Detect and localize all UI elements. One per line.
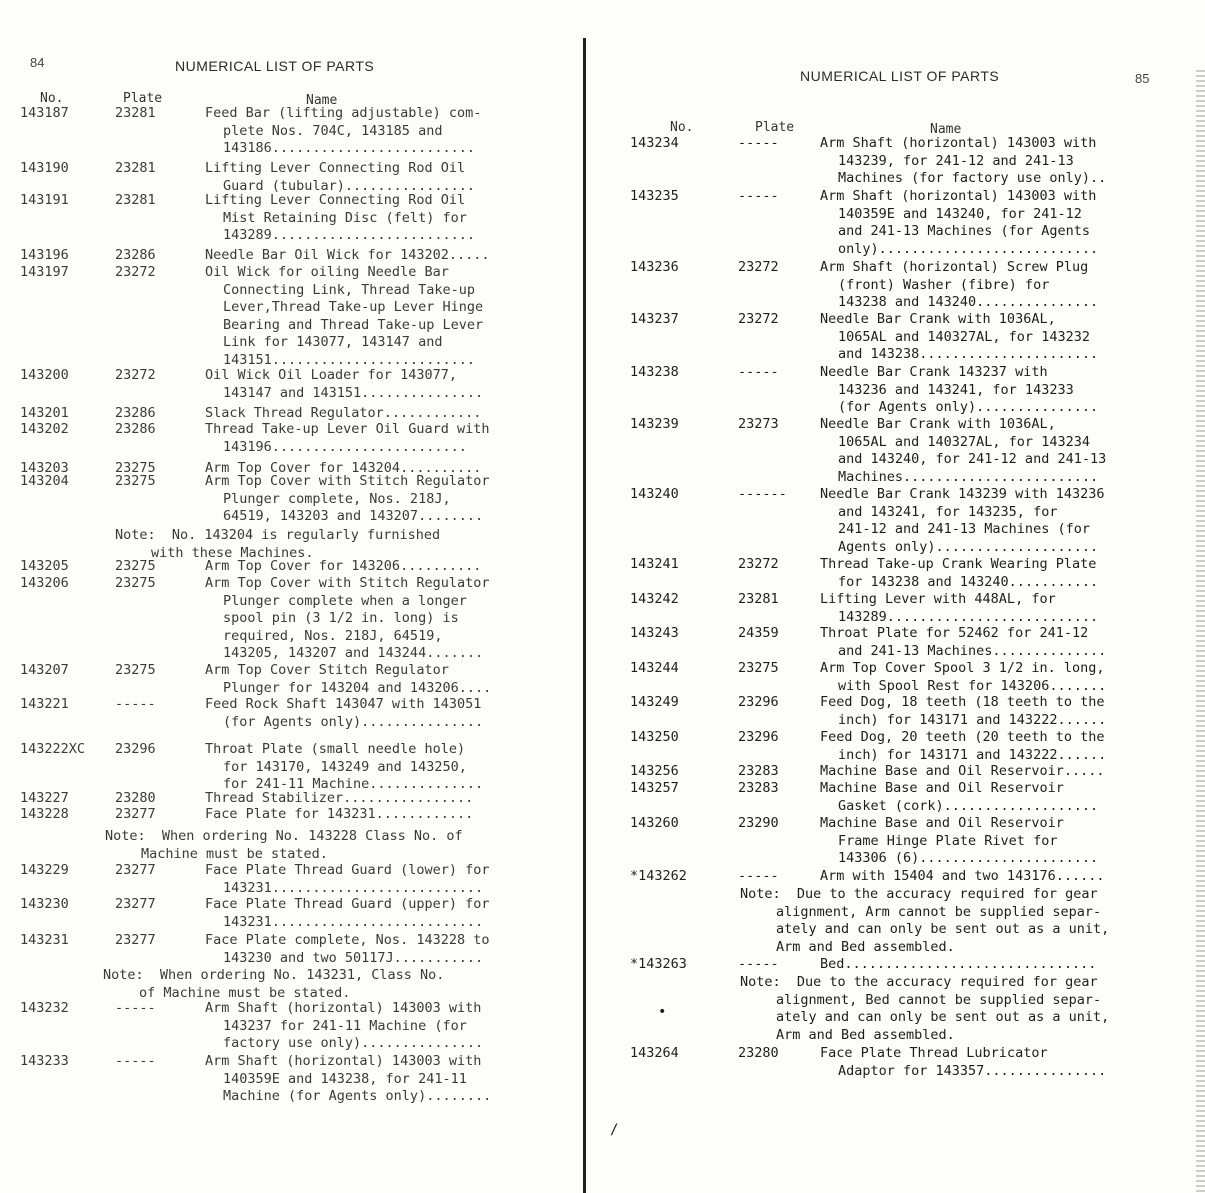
description-line: and 143241, for 143235, for — [838, 503, 1058, 520]
part-number: 143202 — [20, 421, 69, 437]
plate-number: 23275 — [115, 473, 156, 489]
note-line: Arm and Bed assembled. — [776, 938, 955, 955]
description-line: Feed Rock Shaft 143047 with 143051 — [205, 696, 482, 712]
description-line: (front) Washer (fibre) for — [838, 276, 1050, 293]
part-description — [205, 575, 545, 663]
description-line: and 241-13 Machines (for Agents — [838, 223, 1090, 239]
description-line: Machines (for factory use only).. — [838, 170, 1107, 186]
plate-number: 23283 — [738, 763, 779, 779]
part-number: 143221 — [20, 696, 69, 712]
description-line: Face Plate Thread Guard (lower) for — [205, 862, 490, 878]
page-gutter-divider — [583, 38, 586, 1193]
description-line: 143236 and 143241, for 143233 — [838, 381, 1074, 398]
part-description — [820, 259, 1160, 312]
description-line: Arm Shaft (horizontal) 143003 with — [820, 188, 1097, 204]
plate-number: 23277 — [115, 932, 156, 948]
note-line: with these Machines. — [151, 544, 314, 561]
plate-number: 23275 — [115, 558, 156, 574]
plate-number: ------ — [738, 486, 787, 502]
part-number: 143264 — [630, 1045, 679, 1061]
description-line: Face Plate complete, Nos. 143228 to — [205, 932, 490, 948]
description-line: inch) for 143171 and 143222...... — [838, 746, 1107, 763]
description-line: Arm Top Cover for 143206.......... — [205, 558, 482, 574]
plate-number: 23286 — [115, 421, 156, 437]
description-line: for 241-11 Machine.............. — [223, 776, 484, 792]
part-number: 143238 — [630, 364, 679, 380]
plate-number: 23296 — [115, 741, 156, 757]
description-line: 1065AL and 140327AL, for 143232 — [838, 328, 1090, 345]
description-line: 143238 and 143240............... — [838, 294, 1099, 310]
description-line: Machine Base and Oil Reservoir..... — [820, 763, 1105, 779]
plate-number: 24359 — [738, 625, 779, 641]
plate-number: 23272 — [115, 264, 156, 280]
plate-number: 23275 — [115, 460, 156, 476]
description-line: Plunger complete, Nos. 218J, — [223, 490, 451, 507]
plate-number: ----- — [738, 135, 779, 151]
description-line: Machine (for Agents only)........ — [223, 1088, 492, 1104]
part-number: 143237 — [630, 311, 679, 327]
description-line: and 143240, for 241-12 and 241-13 — [838, 451, 1107, 467]
plate-number: 23296 — [738, 694, 779, 710]
part-description — [820, 486, 1160, 556]
description-line: Arm Shaft (horizontal) Screw Plug — [820, 259, 1089, 275]
part-description — [205, 405, 545, 423]
part-number: 143239 — [630, 416, 679, 432]
plate-number: 23277 — [115, 862, 156, 878]
plate-number: 23272 — [738, 259, 779, 275]
description-line: Face Plate for 143231............ — [205, 806, 474, 822]
part-number: 143196 — [20, 247, 69, 263]
description-line: Oil Wick Oil Loader for 143077, — [205, 367, 457, 383]
description-line: 140359E and 143238, for 241-11 — [223, 1070, 467, 1087]
column-header-plate: Plate — [123, 91, 163, 106]
description-line: spool pin (3 1/2 in. long) is — [223, 610, 459, 626]
description-line: Thread Take-up Lever Oil Guard with — [205, 421, 490, 437]
plate-number: ----- — [115, 696, 156, 712]
part-number: 143241 — [630, 556, 679, 572]
description-line: 143306 (6)...................... — [838, 850, 1099, 866]
plate-number: 23275 — [115, 575, 156, 591]
part-description — [820, 625, 1160, 660]
note — [115, 527, 440, 562]
plate-number: 23280 — [738, 1045, 779, 1061]
description-line: Arm Top Cover for 143204.......... — [205, 460, 482, 476]
part-number: 143232 — [20, 1000, 69, 1016]
note-line: ately and can only be sent out as a unit, — [776, 921, 1110, 937]
plate-number: 23275 — [738, 660, 779, 676]
description-line: 143147 and 143151............... — [223, 384, 484, 401]
description-line: Face Plate Thread Lubricator — [820, 1045, 1048, 1061]
part-number: 143200 — [20, 367, 69, 383]
part-description — [205, 696, 545, 731]
part-number: 143233 — [20, 1053, 69, 1069]
description-line: (for Agents only)............... — [223, 713, 484, 730]
part-description — [205, 192, 545, 245]
note-line: Note: When ordering No. 143231, Class No. — [103, 967, 445, 983]
part-description — [205, 1000, 545, 1053]
description-line: 1065AL and 140327AL, for 143234 — [838, 433, 1090, 450]
plate-number: ----- — [738, 364, 779, 380]
plate-number: ----- — [738, 868, 779, 884]
part-description — [820, 780, 1160, 815]
part-description — [820, 956, 1160, 974]
part-description — [205, 367, 545, 402]
description-line: Frame Hinge Plate Rivet for — [838, 832, 1058, 849]
part-number: 143242 — [630, 591, 679, 607]
description-line: Arm Top Cover with Stitch Regulator — [205, 473, 490, 489]
description-line: Needle Bar Crank 143239 with 143236 — [820, 486, 1105, 502]
description-line: plete Nos. 704C, 143185 and — [223, 122, 443, 139]
note-line: Arm and Bed assembled. — [776, 1026, 955, 1043]
description-line: Lifting Lever Connecting Rod Oil — [205, 160, 466, 176]
description-line: 143231.......................... — [223, 913, 484, 930]
plate-number: 23281 — [738, 591, 779, 607]
stray-mark: • — [658, 1004, 667, 1020]
part-number: 143240 — [630, 486, 679, 502]
note-line: alignment, Bed cannot be supplied separ- — [776, 991, 1102, 1008]
part-description — [820, 1045, 1160, 1080]
plate-number: 23272 — [115, 367, 156, 383]
part-number: *143263 — [630, 956, 687, 972]
description-line: 143186......................... — [223, 140, 475, 156]
description-line: Arm Top Cover Stitch Regulator — [205, 662, 449, 678]
part-number: 143207 — [20, 662, 69, 678]
plate-number: 23283 — [738, 780, 779, 796]
part-number: 143187 — [20, 105, 69, 121]
part-number: 143257 — [630, 780, 679, 796]
description-line: 143237 for 241-11 Machine (for — [223, 1017, 467, 1034]
page-edge — [1196, 70, 1205, 1193]
part-description — [205, 896, 545, 931]
part-description — [820, 694, 1160, 729]
note — [740, 974, 1109, 1044]
description-line: Arm Top Cover Spool 3 1/2 in. long, — [820, 660, 1105, 676]
part-description — [205, 741, 545, 794]
description-line: factory use only)............... — [223, 1035, 484, 1051]
plate-number: ----- — [115, 1000, 156, 1016]
part-number: 143222XC — [20, 741, 86, 757]
column-header-plate: Plate — [755, 120, 795, 135]
description-line: 143205, 143207 and 143244....... — [223, 645, 484, 661]
description-line: Lifting Lever Connecting Rod Oil — [205, 192, 466, 208]
description-line: and 143238...................... — [838, 346, 1099, 362]
description-line: Face Plate Thread Guard (upper) for — [205, 896, 490, 912]
plate-number: 23281 — [115, 160, 156, 176]
description-line: Machine Base and Oil Reservoir — [820, 815, 1064, 831]
description-line: 64519, 143203 and 143207........ — [223, 508, 484, 524]
description-line: Arm Shaft (horizontal) 143003 with — [205, 1000, 482, 1016]
note-line: Note: When ordering No. 143228 Class No. of — [105, 828, 463, 844]
description-line: Lifting Lever with 448AL, for — [820, 591, 1056, 607]
description-line: Needle Bar Oil Wick for 143202..... — [205, 247, 490, 263]
part-description — [205, 662, 545, 697]
description-line: 143230 and two 50117J........... — [223, 949, 484, 966]
description-line: Machines........................ — [838, 468, 1099, 485]
description-line: Link for 143077, 143147 and — [223, 334, 443, 350]
plate-number: 23275 — [115, 662, 156, 678]
description-line: Arm Top Cover with Stitch Regulator — [205, 575, 490, 591]
part-number: 143191 — [20, 192, 69, 208]
note-line: Note: Due to the accuracy required for gear — [740, 886, 1098, 902]
description-line: Needle Bar Crank with 1036AL, — [820, 416, 1056, 432]
plate-number: ----- — [738, 956, 779, 972]
description-line: Agents only).................... — [838, 538, 1099, 555]
column-header-name: Name — [930, 122, 962, 137]
part-number: 143234 — [630, 135, 679, 151]
plate-number: 23272 — [738, 311, 779, 327]
note — [740, 886, 1109, 956]
description-line: Guard (tubular)................ — [223, 177, 475, 194]
description-line: Bed............................... — [820, 956, 1097, 972]
part-number: 143236 — [630, 259, 679, 275]
part-description — [205, 473, 545, 526]
part-number: 143231 — [20, 932, 69, 948]
description-line: Slack Thread Regulator............ — [205, 405, 482, 421]
description-line: 143151......................... — [223, 351, 475, 368]
plate-number: 23281 — [115, 192, 156, 208]
part-number: 143203 — [20, 460, 69, 476]
part-description — [205, 247, 545, 265]
part-description — [205, 1053, 545, 1106]
plate-number: 23286 — [115, 247, 156, 263]
running-head: NUMERICAL LIST OF PARTS — [800, 68, 1000, 84]
right-page — [590, 0, 1170, 1193]
description-line: 241-12 and 241-13 Machines (for — [838, 521, 1090, 537]
description-line: for 143238 and 143240........... — [838, 573, 1099, 590]
part-description — [205, 862, 545, 897]
part-description — [820, 660, 1160, 695]
description-line: Plunger complete when a longer — [223, 592, 467, 609]
description-line: 143289......................... — [223, 227, 475, 243]
description-line: Oil Wick for oiling Needle Bar — [205, 264, 449, 280]
part-description — [820, 311, 1160, 364]
description-line: 143289.......................... — [838, 608, 1099, 625]
plate-number: 23290 — [738, 815, 779, 831]
part-number: 143244 — [630, 660, 679, 676]
part-number: 143201 — [20, 405, 69, 421]
part-description — [205, 806, 545, 824]
description-line: only)........................... — [838, 240, 1099, 257]
part-number: 143190 — [20, 160, 69, 176]
part-number: 143250 — [630, 729, 679, 745]
column-header-no: No. — [40, 91, 64, 106]
part-description — [820, 868, 1160, 886]
note-line: Machine must be stated. — [141, 845, 328, 862]
note-line: Note: No. 143204 is regularly furnished — [115, 527, 441, 543]
page-number: 84 — [30, 55, 45, 70]
description-line: Throat Plate (small needle hole) — [205, 741, 466, 757]
part-description — [820, 815, 1160, 868]
description-line: Throat Plate for 52462 for 241-12 — [820, 625, 1089, 641]
part-number: 143206 — [20, 575, 69, 591]
description-line: Needle Bar Crank with 1036AL, — [820, 311, 1056, 327]
stray-mark: / — [610, 1122, 619, 1138]
part-number: *143262 — [630, 868, 687, 884]
description-line: with Spool Rest for 143206....... — [838, 677, 1107, 694]
part-number: 143228 — [20, 806, 69, 822]
column-header-no: No. — [670, 120, 694, 135]
part-description — [205, 790, 545, 808]
part-number: 143243 — [630, 625, 679, 641]
note-line: Note: Due to the accuracy required for gear — [740, 974, 1098, 990]
part-number: 143260 — [630, 815, 679, 831]
description-line: Arm Shaft (horizontal) 143003 with — [820, 135, 1097, 151]
part-number: 143227 — [20, 790, 69, 806]
part-description — [205, 160, 545, 195]
description-line: 140359E and 143240, for 241-12 — [838, 205, 1082, 222]
description-line: Adaptor for 143357............... — [838, 1062, 1107, 1079]
description-line: Feed Dog, 18 teeth (18 teeth to the — [820, 694, 1105, 710]
page-number: 85 — [1135, 71, 1150, 86]
left-page — [0, 0, 560, 1193]
part-number: 143229 — [20, 862, 69, 878]
part-number: 143205 — [20, 558, 69, 574]
description-line: for 143170, 143249 and 143250, — [223, 758, 467, 775]
part-description — [820, 416, 1160, 486]
description-line: Feed Bar (lifting adjustable) com- — [205, 105, 482, 121]
part-description — [820, 188, 1160, 258]
description-line: inch) for 143171 and 143222...... — [838, 711, 1107, 728]
part-number: 143235 — [630, 188, 679, 204]
description-line: Arm Shaft (horizontal) 143003 with — [205, 1053, 482, 1069]
note — [105, 828, 463, 863]
part-description — [205, 932, 545, 967]
part-number: 143204 — [20, 473, 69, 489]
description-line: 143239, for 241-12 and 241-13 — [838, 152, 1074, 169]
note-line: alignment, Arm cannot be supplied separ- — [776, 903, 1102, 920]
description-line: Machine Base and Oil Reservoir — [820, 780, 1064, 796]
part-description — [820, 364, 1160, 417]
description-line: and 241-13 Machines.............. — [838, 642, 1107, 659]
plate-number: 23272 — [738, 556, 779, 572]
description-line: Needle Bar Crank 143237 with — [820, 364, 1048, 380]
plate-number: 23296 — [738, 729, 779, 745]
description-line: 143231.......................... — [223, 879, 484, 896]
plate-number: 23286 — [115, 405, 156, 421]
description-line: (for Agents only)............... — [838, 399, 1099, 415]
part-number: 143256 — [630, 763, 679, 779]
description-line: Connecting Link, Thread Take-up — [223, 281, 475, 298]
description-line: 143196........................ — [223, 438, 467, 455]
column-header-name: Name — [306, 93, 338, 108]
part-description — [820, 729, 1160, 764]
note-line: of Machine must be stated. — [139, 984, 351, 1001]
plate-number: ----- — [115, 1053, 156, 1069]
description-line: required, Nos. 218J, 64519, — [223, 627, 443, 644]
description-line: Mist Retaining Disc (felt) for — [223, 209, 467, 226]
part-description — [205, 105, 545, 158]
description-line: Gasket (cork)................... — [838, 797, 1099, 814]
description-line: Lever,Thread Take-up Lever Hinge — [223, 299, 484, 315]
running-head: NUMERICAL LIST OF PARTS — [175, 58, 375, 74]
description-line: Arm with 15404 and two 143176...... — [820, 868, 1105, 884]
part-description — [820, 763, 1160, 781]
part-description — [205, 264, 545, 369]
description-line: Thread Stabilizer................ — [205, 790, 474, 806]
part-description — [820, 135, 1160, 188]
plate-number: ----- — [738, 188, 779, 204]
description-line: Bearing and Thread Take-up Lever — [223, 316, 484, 333]
note — [103, 967, 444, 1002]
note-line: ately and can only be sent out as a unit, — [776, 1009, 1110, 1025]
description-line: Thread Take-up Crank Wearing Plate — [820, 556, 1097, 572]
part-description — [820, 556, 1160, 591]
plate-number: 23273 — [738, 416, 779, 432]
part-description — [205, 421, 545, 456]
plate-number: 23277 — [115, 896, 156, 912]
plate-number: 23281 — [115, 105, 156, 121]
part-description — [820, 591, 1160, 626]
plate-number: 23280 — [115, 790, 156, 806]
description-line: Plunger for 143204 and 143206.... — [223, 679, 492, 696]
description-line: Feed Dog, 20 teeth (20 teeth to the — [820, 729, 1105, 745]
part-number: 143197 — [20, 264, 69, 280]
part-number: 143249 — [630, 694, 679, 710]
plate-number: 23277 — [115, 806, 156, 822]
part-number: 143230 — [20, 896, 69, 912]
